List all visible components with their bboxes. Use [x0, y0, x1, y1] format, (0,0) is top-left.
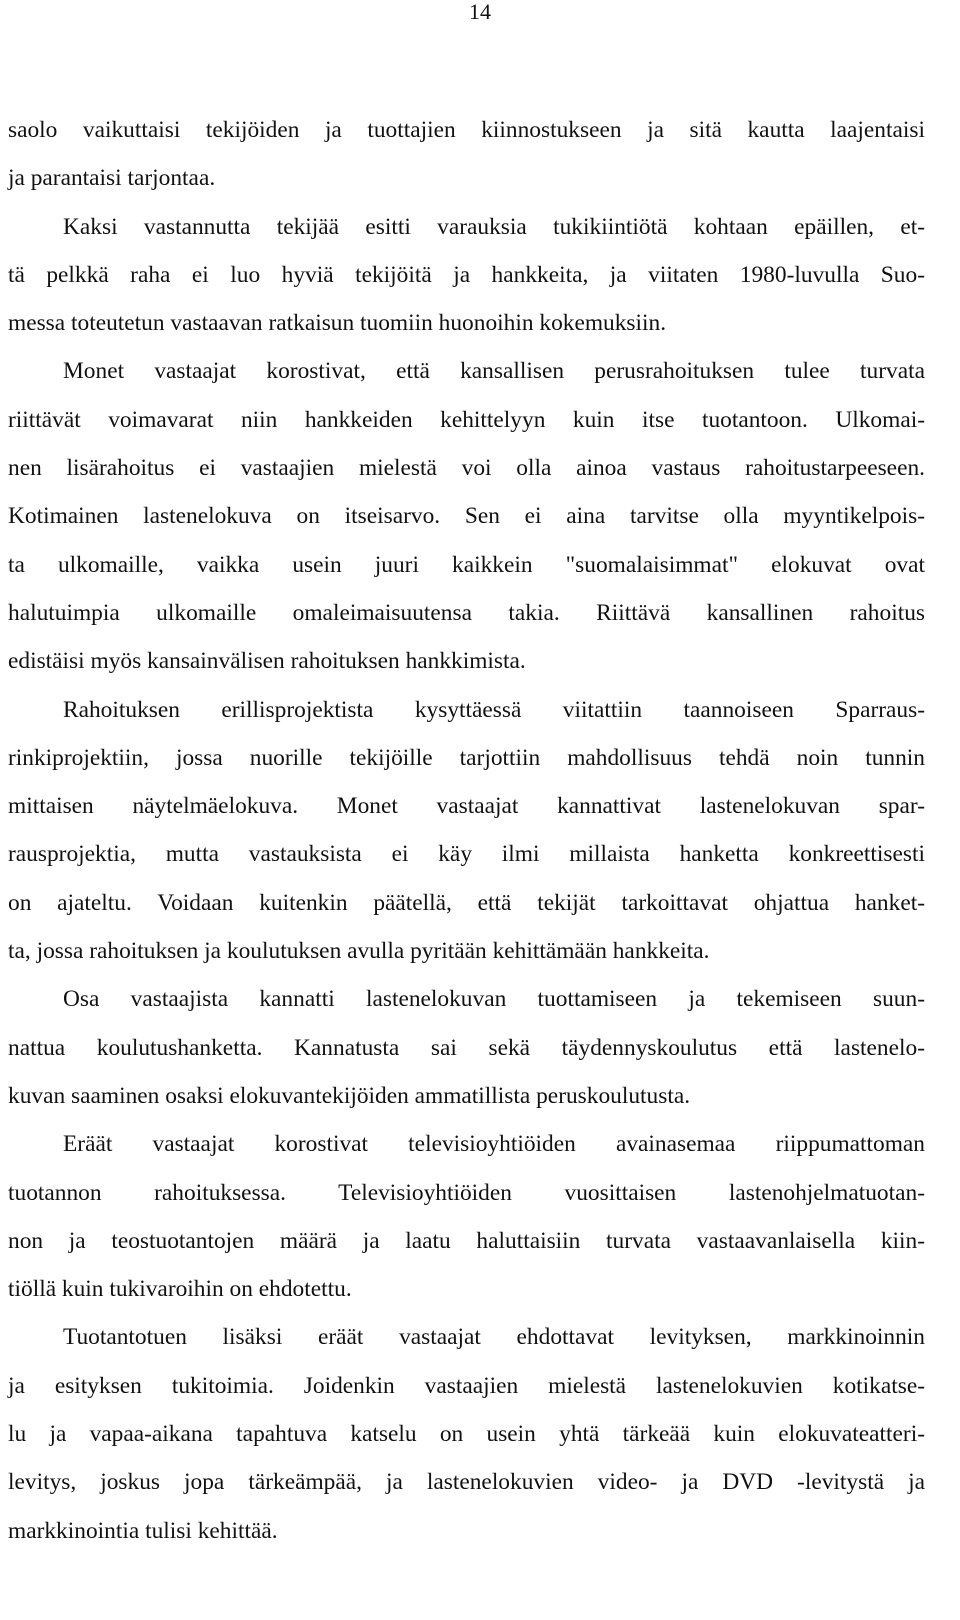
text-line: halutuimpia ulkomaille omaleimaisuutensa takia. Riittävä kansallinen rahoitus — [8, 599, 925, 626]
text-line: lu ja vapaa-aikana tapahtuva katselu on usein yhtä tärkeää kuin elokuvateatteri- — [8, 1421, 925, 1448]
text-line: rausprojektia, mutta vastauksista ei käy ilmi millaista hanketta konkreettisesti — [8, 841, 925, 868]
text-line: tä pelkkä raha ei luo hyviä tekijöitä ja hankkeita, ja viitaten 1980-luvulla Suo- — [8, 261, 925, 288]
paragraph-1 — [8, 106, 925, 203]
text-line: nen lisärahoitus ei vastaajien mielestä voi olla ainoa vastaus rahoitustarpeeseen. — [8, 455, 925, 482]
text-line: Kaksi vastannutta tekijää esitti varauksia tukikiintiötä kohtaan epäillen, et- — [63, 213, 925, 240]
text-line: riittävät voimavarat niin hankkeiden kehittelyyn kuin itse tuotantoon. Ulkomai- — [8, 406, 925, 433]
page-body — [8, 106, 925, 1555]
text-line: ta ulkomaille, vaikka usein juuri kaikkein "suomalaisimmat" elokuvat ovat — [8, 551, 925, 578]
text-line: rinkiprojektiin, jossa nuorille tekijöille tarjottiin mahdollisuus tehdä noin tunnin — [8, 744, 925, 771]
text-line: saolo vaikuttaisi tekijöiden ja tuottajien kiinnostukseen ja sitä kautta laajentaisi — [8, 117, 925, 143]
page-number: 14 — [469, 0, 491, 24]
text-line: tiöllä kuin tukivaroihin on ehdotettu. — [8, 1276, 352, 1303]
text-line: on ajateltu. Voidaan kuitenkin päätellä, että tekijät tarkoittavat ohjattua hanket- — [8, 889, 925, 916]
text-line: ja esityksen tukitoimia. Joidenkin vastaajien mielestä lastenelokuvien kotikatse- — [8, 1372, 925, 1399]
text-line: ja parantaisi tarjontaa. — [8, 165, 216, 192]
text-line: Osa vastaajista kannatti lastenelokuvan tuottamiseen ja tekemiseen suun- — [63, 986, 925, 1013]
paragraph-7 — [8, 1313, 925, 1554]
text-line: nattua koulutushanketta. Kannatusta sai sekä täydennyskoulutus että lastenelo- — [8, 1034, 925, 1061]
text-line: Eräät vastaajat korostivat televisioyhtiöiden avainasemaa riippumattoman — [63, 1131, 925, 1158]
paragraph-2 — [8, 203, 925, 348]
text-line: non ja teostuotantojen määrä ja laatu haluttaisiin turvata vastaavanlaisella kiin- — [8, 1227, 925, 1254]
text-line: Tuotantotuen lisäksi eräät vastaajat ehdottavat levityksen, markkinoinnin — [63, 1324, 925, 1351]
text-line: Rahoituksen erillisprojektista kysyttäessä viitattiin taannoiseen Sparraus- — [63, 696, 925, 723]
paragraph-6 — [8, 1120, 925, 1313]
text-line: mittaisen näytelmäelokuva. Monet vastaajat kannattivat lastenelokuvan spar- — [8, 793, 925, 820]
text-line: markkinointia tulisi kehittää. — [8, 1517, 278, 1544]
text-line: levitys, joskus jopa tärkeämpää, ja lastenelokuvien video- ja DVD -levitystä ja — [8, 1469, 925, 1496]
text-line: messa toteutetun vastaavan ratkaisun tuomiin huonoihin kokemuksiin. — [8, 310, 667, 337]
text-line: kuvan saaminen osaksi elokuvantekijöiden ammatillista peruskoulutusta. — [8, 1082, 691, 1109]
paragraph-4 — [8, 686, 925, 976]
text-line: Monet vastaajat korostivat, että kansallisen perusrahoituksen tulee turvata — [63, 358, 925, 385]
paragraph-5 — [8, 975, 925, 1120]
text-line: ta, jossa rahoituksen ja koulutuksen avulla pyritään kehittämään hankkeita. — [8, 938, 710, 965]
text-line: edistäisi myös kansainvälisen rahoituksen hankkimista. — [8, 648, 526, 675]
text-line: tuotannon rahoituksessa. Televisioyhtiöiden vuosittaisen lastenohjelmatuotan- — [8, 1179, 925, 1206]
paragraph-3 — [8, 347, 925, 685]
text-line: Kotimainen lastenelokuva on itseisarvo. Sen ei aina tarvitse olla myyntikelpois- — [8, 503, 925, 530]
